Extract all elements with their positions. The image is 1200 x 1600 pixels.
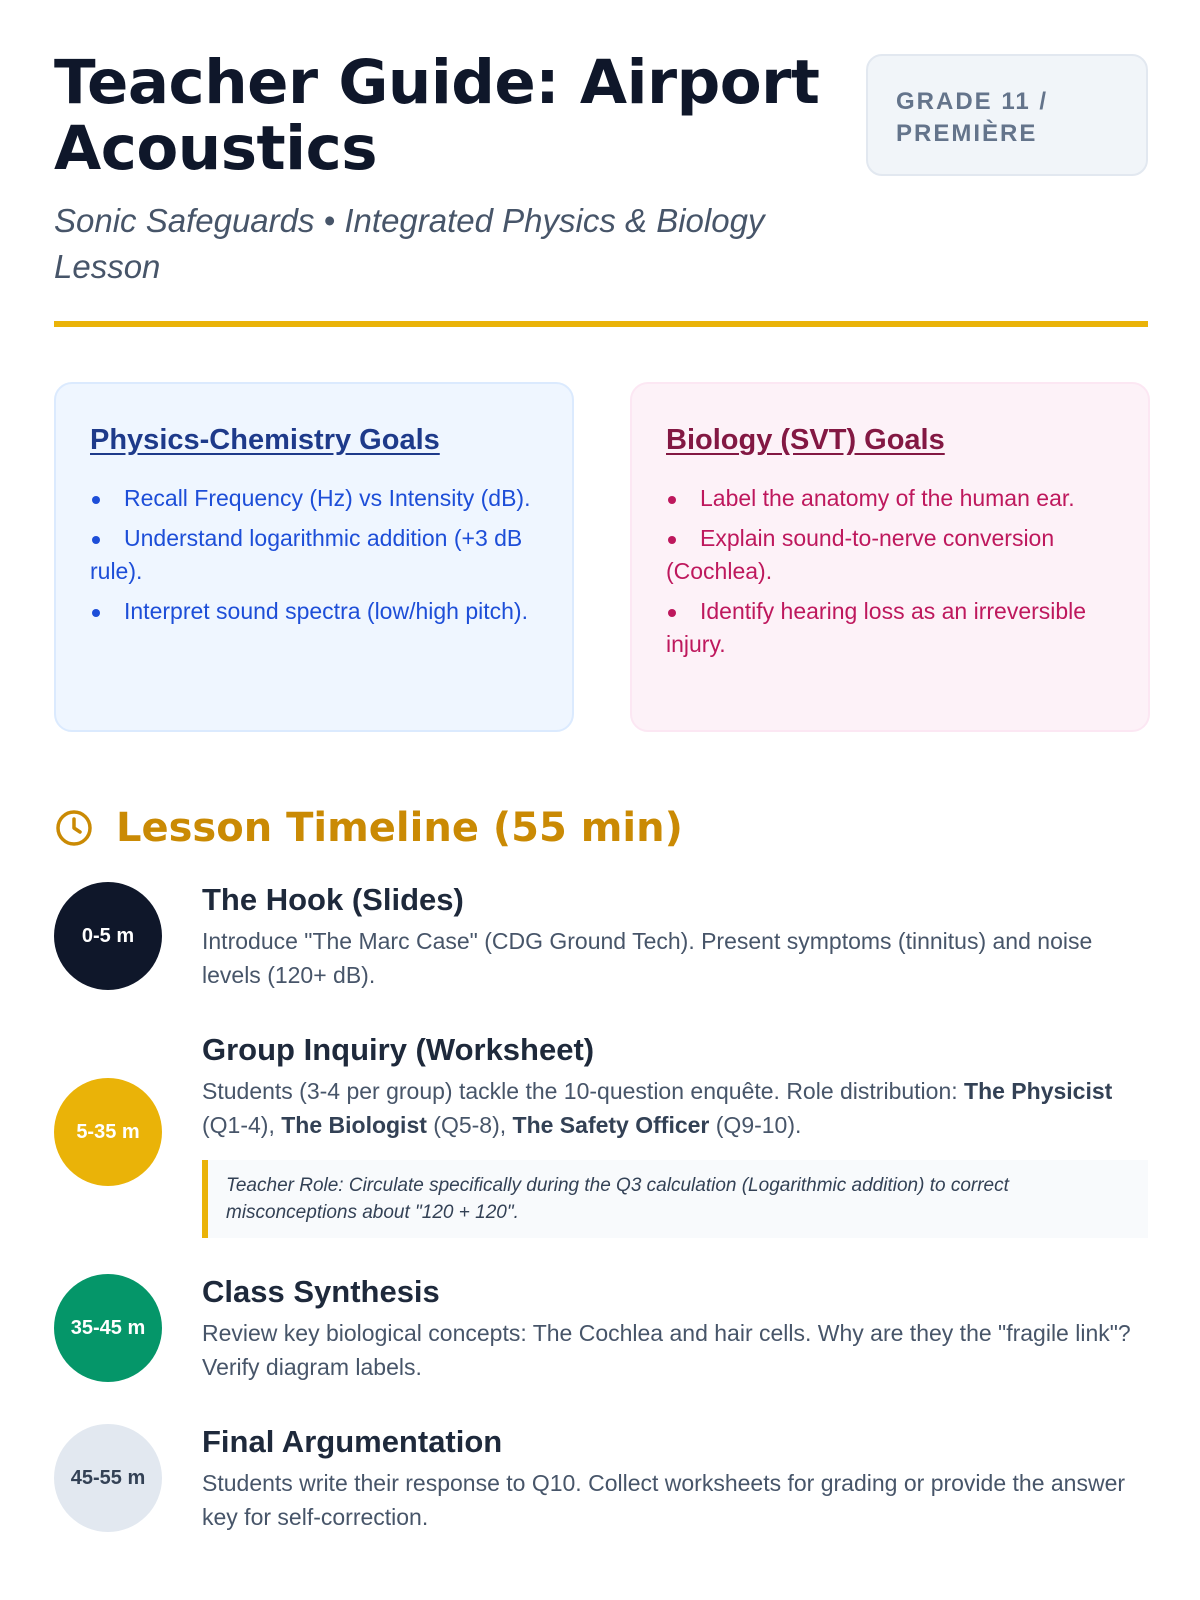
biology-goal-item: Explain sound-to-nerve conversion (Cochlea). bbox=[666, 522, 1114, 588]
timeline-step-description: Students write their response to Q10. Collect worksheets for grading or provide the answer key for self-correction. bbox=[202, 1470, 1126, 1530]
timeline-step-description: Students (3-4 per group) tackle the 10-question enquête. Role distribution: The Physicist (Q1-4), The Biologist (Q5-8), The Safety Officer (Q9-10). bbox=[202, 1078, 1113, 1138]
biology-goals-title: Biology (SVT) Goals bbox=[666, 424, 945, 456]
clock-icon bbox=[54, 808, 94, 848]
role-physicist: The Physicist bbox=[964, 1078, 1113, 1104]
biology-goal-item: Label the anatomy of the human ear. bbox=[666, 482, 1114, 515]
teacher-role-note: Teacher Role: Circulate specifically during the Q3 calculation (Logarithmic addition) to correct misconceptions about "120 + 120". bbox=[202, 1160, 1148, 1238]
role-safety-officer: The Safety Officer bbox=[512, 1112, 710, 1138]
timeline-step-body bbox=[202, 880, 1148, 992]
timeline-title: Lesson Timeline (55 min) bbox=[116, 805, 683, 851]
page-title: Teacher Guide: Airport Acoustics bbox=[54, 47, 820, 184]
page-subtitle: Sonic Safeguards • Integrated Physics & Biology Lesson bbox=[54, 202, 765, 285]
biology-goal-item: Identify hearing loss as an irreversible injury. bbox=[666, 595, 1114, 661]
physics-goal-item: Recall Frequency (Hz) vs Intensity (dB). bbox=[90, 482, 538, 515]
timeline-step-title: The Hook (Slides) bbox=[202, 882, 464, 917]
physics-goals-list bbox=[90, 482, 538, 628]
timeline-time-badge: 45-55 m bbox=[54, 1424, 162, 1532]
biology-goals-list bbox=[666, 482, 1114, 661]
timeline-step-title: Final Argumentation bbox=[202, 1424, 503, 1459]
timeline-step-title: Group Inquiry (Worksheet) bbox=[202, 1032, 595, 1067]
grade-badge: GRADE 11 / PREMIÈRE bbox=[866, 54, 1148, 176]
header-divider bbox=[54, 321, 1148, 327]
timeline-step-description: Review key biological concepts: The Cochlea and hair cells. Why are they the "fragile link"? Verify diagram labels. bbox=[202, 1320, 1131, 1380]
timeline-heading bbox=[54, 800, 683, 856]
timeline-step-body bbox=[202, 1422, 1148, 1534]
physics-goal-item: Understand logarithmic addition (+3 dB rule). bbox=[90, 522, 538, 588]
timeline-step-body bbox=[202, 1272, 1148, 1384]
physics-goal-item: Interpret sound spectra (low/high pitch). bbox=[90, 595, 538, 628]
physics-goals-card bbox=[54, 382, 574, 732]
biology-goals-card bbox=[630, 382, 1150, 732]
timeline-step-description: Introduce "The Marc Case" (CDG Ground Tech). Present symptoms (tinnitus) and noise levels (120+ dB). bbox=[202, 928, 1093, 988]
physics-goals-title: Physics-Chemistry Goals bbox=[90, 424, 440, 456]
timeline-time-badge: 0-5 m bbox=[54, 882, 162, 990]
timeline-step-body bbox=[202, 1030, 1148, 1238]
timeline-step-title: Class Synthesis bbox=[202, 1274, 440, 1309]
role-biologist: The Biologist bbox=[281, 1112, 427, 1138]
timeline-time-badge: 35-45 m bbox=[54, 1274, 162, 1382]
timeline-time-badge: 5-35 m bbox=[54, 1078, 162, 1186]
